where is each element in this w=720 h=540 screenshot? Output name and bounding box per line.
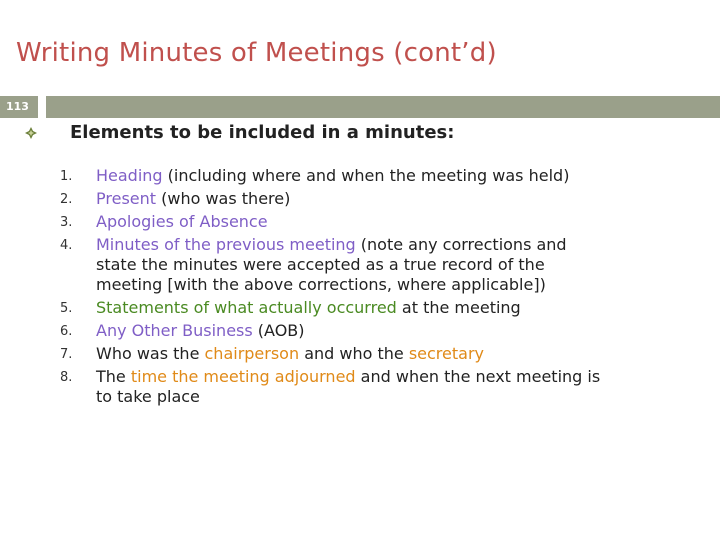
item-text: The: [96, 367, 131, 386]
list-number: 3.: [60, 215, 73, 230]
list-item: [50, 344, 610, 364]
item-text: (who was there): [156, 189, 291, 208]
list-number: 5.: [60, 301, 73, 316]
item-text: and when the next meeting is to take place: [96, 367, 601, 406]
page-number: 113: [6, 100, 29, 113]
list-item: [50, 298, 610, 318]
item-text: and who the: [299, 344, 409, 363]
list-item: [50, 235, 610, 295]
header-divider-bar: [46, 96, 720, 118]
item-highlight: chairperson: [204, 344, 300, 363]
list-number: 6.: [60, 324, 73, 339]
list-number: 8.: [60, 370, 73, 385]
list-number: 1.: [60, 169, 73, 184]
list-number: 4.: [60, 238, 73, 253]
list-item: [50, 166, 610, 186]
item-text: (AOB): [252, 321, 305, 340]
item-highlight: secretary: [408, 344, 484, 363]
list-number: 7.: [60, 347, 73, 362]
list-number: 2.: [60, 192, 73, 207]
list-item: [50, 321, 610, 341]
item-highlight: Heading: [96, 166, 163, 185]
item-text: Who was the: [96, 344, 205, 363]
item-text: (note any corrections and state the minutes were accepted as a true record of the meeting [with the above corrections, where applicable]): [96, 235, 567, 294]
list-item: [50, 367, 610, 407]
section-heading: Elements to be included in a minutes:: [70, 122, 455, 143]
item-text: at the meeting: [396, 298, 521, 317]
item-highlight: Present: [96, 189, 157, 208]
slide-title: Writing Minutes of Meetings (cont’d): [16, 38, 497, 68]
item-highlight: Minutes of the previous meeting: [96, 235, 356, 254]
item-highlight: Any Other Business: [96, 321, 253, 340]
diamond-bullet-icon: [24, 126, 38, 140]
item-highlight: Apologies of Absence: [96, 212, 268, 231]
page-number-bar: [0, 96, 38, 118]
item-highlight: Statements of what actually occurred: [96, 298, 397, 317]
list-item: [50, 212, 610, 232]
list-item: [50, 189, 610, 209]
elements-list: [50, 166, 610, 410]
item-text: (including where and when the meeting was held): [162, 166, 570, 185]
item-highlight: time the meeting adjourned: [130, 367, 356, 386]
